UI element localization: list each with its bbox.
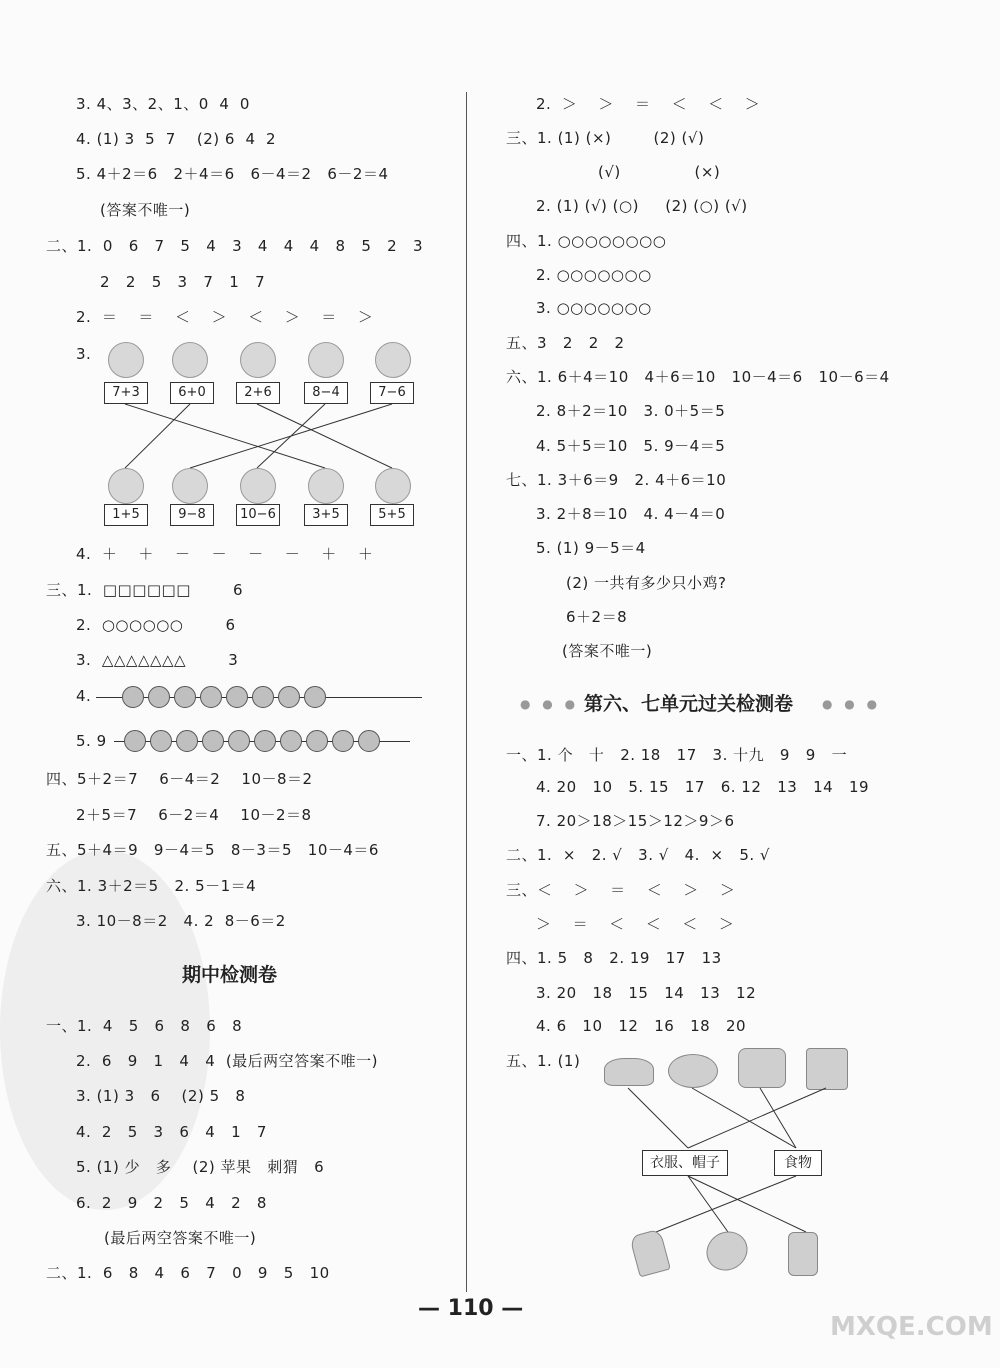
animal-icon — [240, 468, 276, 504]
answer-line: 四、1. 5 8 2. 19 17 13 — [506, 949, 722, 967]
expression-box: 7+3 — [104, 382, 148, 404]
answer-line: 一、1. 个 十 2. 18 17 3. 十九 9 9 一 — [506, 746, 848, 764]
answer-line: 5. 4＋2＝6 2＋4＝6 6－4＝2 6－2＝4 — [76, 165, 389, 183]
answer-line: 4. — [76, 687, 92, 705]
answer-note: (最后两空答案不唯一) — [104, 1229, 257, 1247]
bead — [202, 730, 224, 752]
page-number: — 110 — — [418, 1296, 524, 1321]
answer-line: 五、1. (1) — [506, 1052, 581, 1070]
answer-line: 3. △△△△△△△ 3 — [76, 651, 239, 669]
category-box-food: 食物 — [774, 1150, 822, 1176]
answer-line: 三、＜ ＞ ＝ ＜ ＞ ＞ — [506, 881, 736, 899]
bead — [306, 730, 328, 752]
bead — [278, 686, 300, 708]
bead — [150, 730, 172, 752]
expression-box: 9−8 — [170, 504, 214, 526]
answer-line: 3. 4、3、2、1、0 4 0 — [76, 95, 250, 113]
answer-line: 6. 2 9 2 5 4 2 8 — [76, 1194, 267, 1212]
bead — [358, 730, 380, 752]
expression-box: 2+6 — [236, 382, 280, 404]
site-watermark: MXQE.COM — [830, 1312, 993, 1342]
answer-line: 六、1. 3＋2＝5 2. 5－1＝4 — [46, 877, 257, 895]
answer-line: 2. 6 9 1 4 4 (最后两空答案不唯一) — [76, 1052, 379, 1070]
answer-note: (答案不唯一) — [562, 642, 653, 660]
answer-line: ＞ ＝ ＜ ＜ ＜ ＞ — [536, 915, 735, 933]
bead — [332, 730, 354, 752]
answer-line: 4. 6 10 12 16 18 20 — [536, 1017, 747, 1035]
bead — [280, 730, 302, 752]
bead — [174, 686, 196, 708]
answer-line: 5. (1) 少 多 (2) 苹果 刺猬 6 — [76, 1158, 325, 1176]
answer-line: (2) 一共有多少只小鸡? — [566, 574, 727, 592]
answer-line: 2＋5＝7 6－2＝4 10－2＝8 — [76, 806, 312, 824]
animal-icon — [308, 468, 344, 504]
answer-line: 4. 5＋5＝10 5. 9－4＝5 — [536, 437, 726, 455]
answer-line: 3. 20 18 15 14 13 12 — [536, 984, 757, 1002]
section-heading: 第六、七单元过关检测卷 — [584, 693, 794, 715]
bead — [304, 686, 326, 708]
answer-line: 2. ＞ ＞ ＝ ＜ ＜ ＞ — [536, 95, 761, 113]
expression-box: 10−6 — [236, 504, 280, 526]
answer-line: 二、1. 6 8 4 6 7 0 9 5 10 — [46, 1264, 330, 1282]
animal-icon — [172, 468, 208, 504]
answer-line: 七、1. 3＋6＝9 2. 4＋6＝10 — [506, 471, 727, 489]
answer-line: 四、5＋2＝7 6－4＝2 10－8＝2 — [46, 770, 313, 788]
answer-line: 7. 20＞18＞15＞12＞9＞6 — [536, 812, 735, 830]
answer-line: 五、3 2 2 2 — [506, 334, 625, 352]
category-box-clothes: 衣服、帽子 — [642, 1150, 728, 1176]
answer-line: 4. 2 5 3 6 4 1 7 — [76, 1123, 267, 1141]
bead — [148, 686, 170, 708]
matching-lines — [0, 0, 466, 520]
expression-box: 3+5 — [304, 504, 348, 526]
answer-line: 4. 20 10 5. 15 17 6. 12 13 14 19 — [536, 778, 870, 796]
bead — [124, 730, 146, 752]
answer-line: 3. 10－8＝2 4. 2 8－6＝2 — [76, 912, 286, 930]
expression-box: 5+5 — [370, 504, 414, 526]
answer-line: 4. ＋ ＋ － － － － ＋ ＋ — [76, 545, 374, 563]
answer-note: (答案不唯一) — [100, 201, 191, 219]
answer-line: 四、1. ○○○○○○○○ — [506, 232, 667, 250]
answer-line: 五、5＋4＝9 9－4＝5 8－3＝5 10－4＝6 — [46, 841, 379, 859]
answer-line: 5. 9 — [76, 732, 107, 750]
answer-line: 二、1. 0 6 7 5 4 3 4 4 4 8 5 2 3 — [46, 237, 424, 255]
heading-dots-right: ● ● ● — [822, 697, 882, 711]
answer-line: 三、1. □□□□□□ 6 — [46, 581, 244, 599]
heading-dots-left: ● ● ● — [520, 697, 580, 711]
answer-line: 2. ＝ ＝ ＜ ＞ ＜ ＞ ＝ ＞ — [76, 308, 374, 326]
answer-line: 二、1. × 2. √ 3. √ 4. × 5. √ — [506, 846, 770, 864]
bead — [176, 730, 198, 752]
bead — [252, 686, 274, 708]
expression-box: 8−4 — [304, 382, 348, 404]
bead — [226, 686, 248, 708]
answer-line: 6＋2＝8 — [566, 608, 628, 626]
answer-line: (√) (×) — [598, 163, 721, 181]
answer-line: 三、1. (1) (×) (2) (√) — [506, 129, 705, 147]
expression-box: 6+0 — [170, 382, 214, 404]
answer-line: 3. (1) 3 6 (2) 5 8 — [76, 1087, 246, 1105]
answer-line: 3. — [76, 345, 92, 363]
animal-icon — [375, 468, 411, 504]
section-heading: 期中检测卷 — [182, 964, 278, 986]
pants-icon — [788, 1232, 818, 1276]
expression-box: 7−6 — [370, 382, 414, 404]
expression-box: 1+5 — [104, 504, 148, 526]
animal-icon — [108, 468, 144, 504]
answer-line: 2. (1) (√) (○) (2) (○) (√) — [536, 197, 748, 215]
answer-line: 4. (1) 3 5 7 (2) 6 4 2 — [76, 130, 277, 148]
bead — [200, 686, 222, 708]
bead — [228, 730, 250, 752]
answer-line: 2. ○○○○○○ 6 — [76, 616, 236, 634]
bead — [122, 686, 144, 708]
answer-line: 2 2 5 3 7 1 7 — [100, 273, 266, 291]
answer-line: 六、1. 6＋4＝10 4＋6＝10 10－4＝6 10－6＝4 — [506, 368, 890, 386]
answer-line: 2. 8＋2＝10 3. 0＋5＝5 — [536, 402, 726, 420]
bead — [254, 730, 276, 752]
answer-line: 5. (1) 9－5＝4 — [536, 539, 646, 557]
answer-line: 一、1. 4 5 6 8 6 8 — [46, 1017, 243, 1035]
answer-line: 3. 2＋8＝10 4. 4－4＝0 — [536, 505, 726, 523]
answer-line: 3. ○○○○○○○ — [536, 299, 652, 317]
answer-line: 2. ○○○○○○○ — [536, 266, 652, 284]
